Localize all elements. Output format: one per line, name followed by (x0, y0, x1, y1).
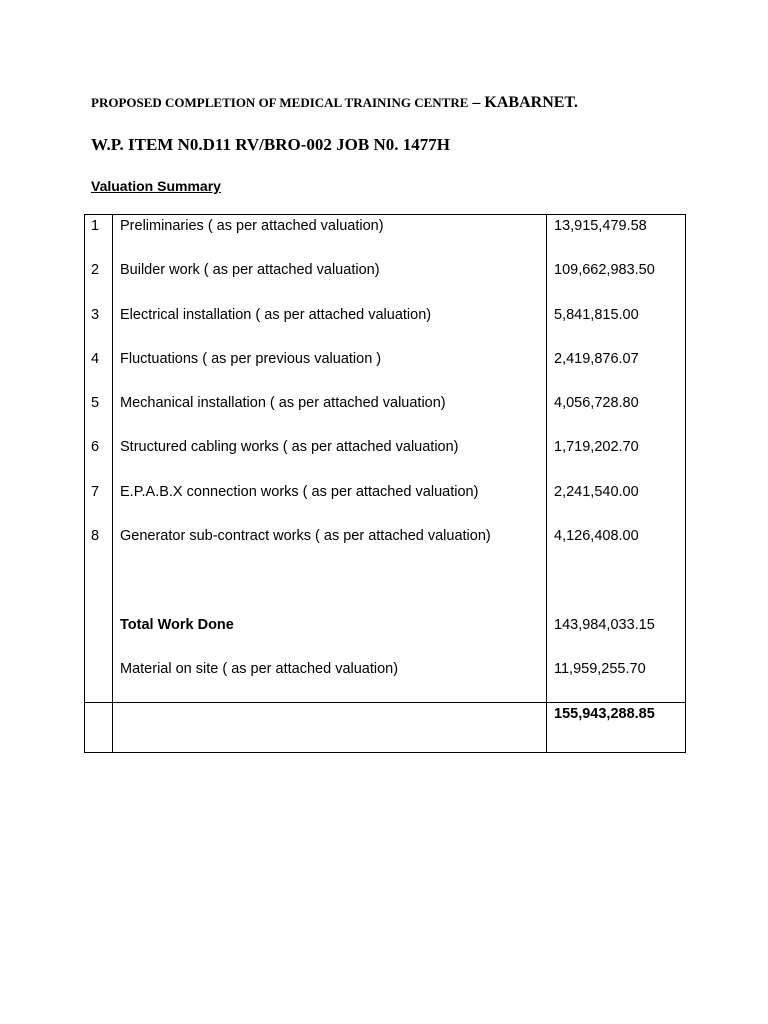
material-on-site-label: Material on site ( as per attached valuation) (120, 660, 399, 677)
table-cell (113, 703, 547, 753)
table-cell (113, 215, 547, 703)
section-heading: Valuation Summary (91, 178, 221, 194)
item-description: E.P.A.B.X connection works ( as per attached valuation) (120, 483, 479, 500)
item-amount: 4,126,408.00 (554, 528, 639, 545)
job-reference: W.P. ITEM N0.D11 RV/BRO-002 JOB N0. 1477H (91, 135, 450, 154)
item-number: 8 (91, 528, 100, 545)
item-description: Preliminaries ( as per attached valuation) (120, 218, 384, 234)
item-amount: 2,419,876.07 (554, 350, 639, 367)
document-title (91, 94, 578, 112)
grand-total-row (85, 703, 686, 753)
title-dash: – (468, 94, 485, 111)
item-number: 1 (91, 218, 100, 234)
spacer (547, 569, 685, 613)
grand-total-amount: 155,943,288.85 (554, 706, 655, 723)
spacer (85, 658, 112, 702)
table-row (85, 215, 686, 703)
item-amount: 13,915,479.58 (554, 218, 647, 234)
item-amount: 5,841,815.00 (554, 306, 639, 323)
valuation-table (84, 214, 686, 753)
spacer (113, 569, 546, 613)
item-amount: 2,241,540.00 (554, 483, 639, 500)
table-cell (547, 215, 686, 703)
item-number: 4 (91, 350, 100, 367)
item-description: Fluctuations ( as per previous valuation ) (120, 350, 382, 367)
table-cell (547, 703, 686, 753)
title-location: KABARNET. (484, 94, 578, 111)
item-description: Mechanical installation ( as per attached valuation) (120, 395, 446, 412)
title-project-name: PROPOSED COMPLETION OF MEDICAL TRAINING CENTRE (91, 95, 469, 110)
item-amount: 4,056,728.80 (554, 395, 639, 412)
item-number: 6 (91, 439, 100, 456)
item-number: 7 (91, 483, 100, 500)
table-cell (85, 703, 113, 753)
item-number: 3 (91, 306, 100, 323)
spacer (85, 614, 112, 658)
item-number: 5 (91, 395, 100, 412)
material-on-site-amount: 11,959,255.70 (554, 660, 646, 677)
item-number: 2 (91, 262, 100, 279)
item-description: Electrical installation ( as per attached valuation) (120, 306, 432, 323)
total-work-done-label: Total Work Done (120, 616, 234, 633)
item-description: Structured cabling works ( as per attached valuation) (120, 439, 459, 456)
spacer (85, 569, 112, 613)
table-cell (85, 215, 113, 703)
item-description: Generator sub-contract works ( as per attached valuation) (120, 528, 491, 545)
item-amount: 1,719,202.70 (554, 439, 639, 456)
item-description: Builder work ( as per attached valuation) (120, 262, 380, 279)
item-amount: 109,662,983.50 (554, 262, 655, 279)
total-work-done-amount: 143,984,033.15 (554, 616, 655, 633)
